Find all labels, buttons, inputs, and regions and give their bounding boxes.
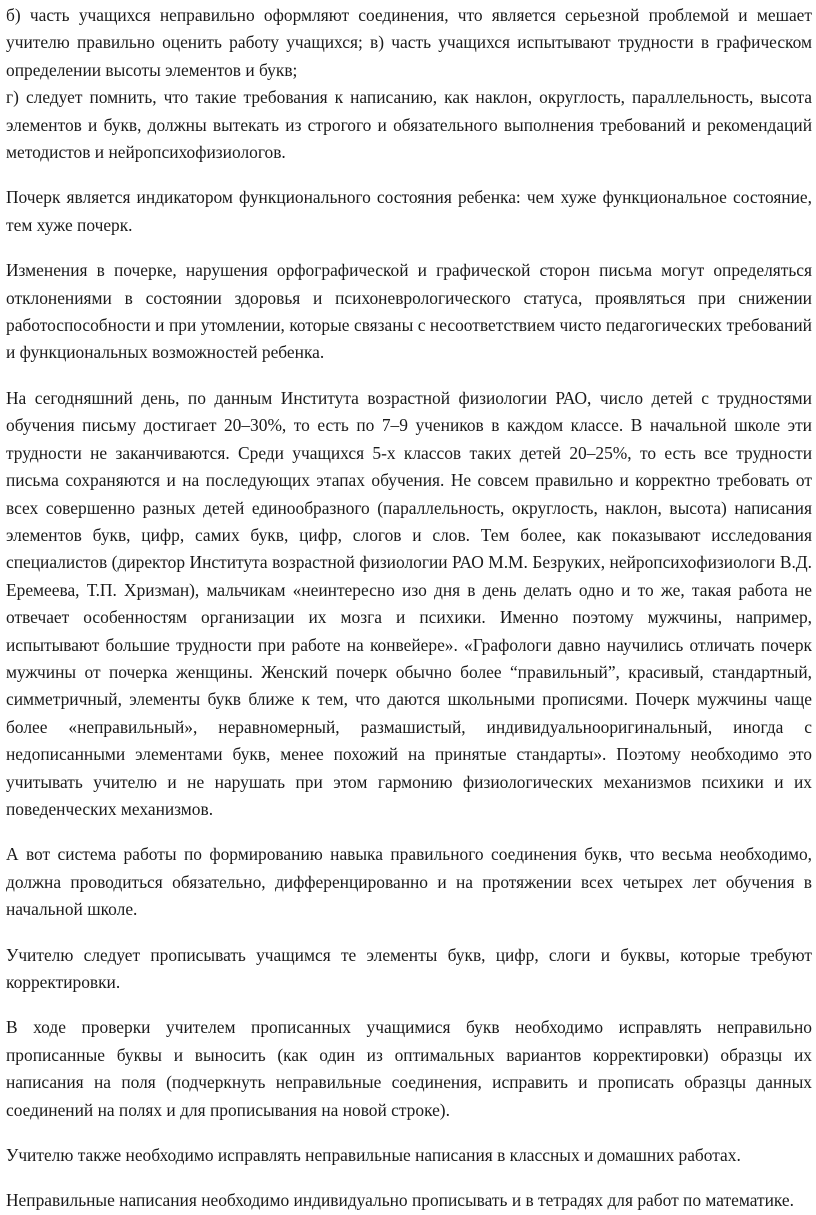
paragraph-8: В ходе проверки учителем прописанных учащимися букв необходимо исправлять неправильно прописанные буквы и выносить (как один из оптимальных вариантов корректировки) образцы их написания на поля (подчеркнуть неправильные соединения, исправить и прописать образцы данных соединений на полях и для прописывания на новой строке).: [6, 1017, 812, 1120]
paragraph-3: Почерк является индикатором функционального состояния ребенка: чем хуже функциональное состояние, тем хуже почерк.: [6, 187, 812, 235]
paragraph-9: Учителю также необходимо исправлять неправильные написания в классных и домашних работах.: [6, 1145, 741, 1166]
paragraph-5: На сегодняшний день, по данным Института возрастной физиологии РАО, число детей с трудностями обучения письму достигает 20–30%, то есть по 7–9 учеников в каждом классе. В начальной школе эти трудности не заканчиваются. Среди учащихся 5-х классов таких детей 20–25%, то есть все трудности письма сохраняются и на последующих этапах обучения. Не совсем правильно и корректно требовать от всех совершенно разных детей единообразного (параллельность, округлость, наклон, высота) написания элементов букв, цифр, самих букв, цифр, слогов и слов. Тем более, как показывают исследования специалистов (директор Института возрастной физиологии РАО М.М. Безруких, нейропсихофизиологи В.Д. Еремеева, Т.П. Хризман), мальчикам «неинтересно изо дня в день делать одно и то же, такая работа не отвечает особенностям организации их мозга и психики. Именно поэтому мужчины, например, испытывают большие трудности при работе на конвейере». «Графологи давно научились отличать почерк мужчины от почерка женщины. Женский почерк обычно более “правильный”, красивый, стандартный, симметричный, элементы букв ближе к тем, что даются школьными прописями. Почерк мужчины чаще более «неправильный», неравномерный, размашистый, индивидуальнооригинальный, иногда с недописанными элементами букв, менее похожий на принятые стандарты». Поэтому необходимо это учитывать учителю и не нарушать при этом гармонию физиологических механизмов психики и их поведенческих механизмов.: [6, 387, 812, 819]
paragraph-4: Изменения в почерке, нарушения орфографической и графической сторон письма могут определяться отклонениями в состоянии здоровья и психоневрологического статуса, проявляться при снижении работоспособности и при утомлении, которые связаны с несоответствием чисто педагогических требований и функциональных возможностей ребенка.: [6, 260, 812, 363]
paragraph-7: Учителю следует прописывать учащимся те элементы букв, цифр, слоги и буквы, которые требуют корректировки.: [6, 944, 812, 992]
paragraph-1: б) часть учащихся неправильно оформляют соединения, что является серьезной проблемой и мешает учителю правильно оценить работу учащихся; в) часть учащихся испытывают трудности в графическом определении высоты элементов и букв;: [6, 5, 812, 80]
paragraph-10: Неправильные написания необходимо индивидуально прописывать и в тетрадях для работ по математике.: [6, 1190, 794, 1211]
paragraph-6: А вот система работы по формированию навыка правильного соединения букв, что весьма необходимо, должна проводиться обязательно, дифференцированно и на протяжении всех четырех лет обучения в начальной школе.: [6, 844, 812, 920]
paragraph-2: г) следует помнить, что такие требования к написанию, как наклон, округлость, параллельность, высота элементов и букв, должны вытекать из строгого и обязательного выполнения требований и рекомендаций методистов и нейропсихофизиологов.: [6, 87, 812, 163]
